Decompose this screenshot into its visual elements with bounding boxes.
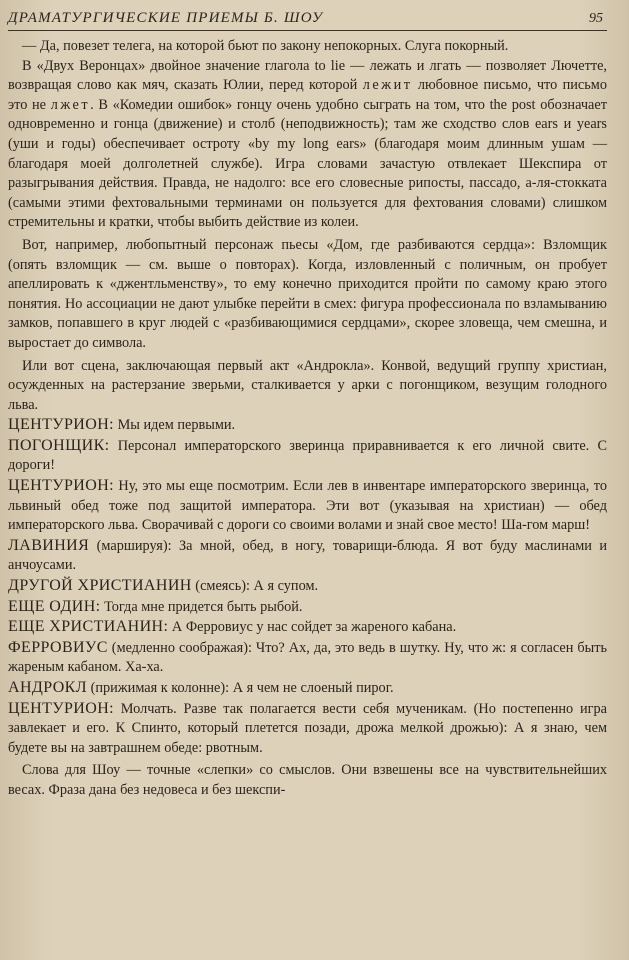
speaker-name: ЦЕНТУРИОН: (8, 477, 114, 495)
text-run: лежит (362, 77, 413, 94)
text-run: лжет (50, 96, 91, 113)
paragraph (8, 678, 607, 699)
speaker-name: ЕЩЕ ОДИН: (8, 597, 101, 615)
speaker-name: ПОГОНЩИК: (8, 436, 110, 454)
text-run: (прижимая к колонне): А я чем не слоеный пирог. (87, 680, 394, 696)
paragraph (8, 761, 607, 800)
text-run: А Ферровиус у нас сойдет за жареного кабана. (168, 619, 457, 636)
speaker-name: ЕЩЕ ХРИСТИАНИН: (8, 618, 169, 636)
paragraph (8, 436, 607, 476)
speaker-name: ЦЕНТУРИОН: (8, 416, 114, 434)
text-run: (медленно соображая): Что? Ах, да, это ведь в шутку. Ну, что ж: я согласен быть жареным кабаном. Ха-ха. (8, 639, 607, 676)
text-run: (смеясь): А я супом. (191, 578, 319, 595)
speaker-name: ДРУГОЙ ХРИСТИАНИН (8, 577, 192, 595)
text-run: Мы идем первыми. (114, 417, 236, 434)
page-number: 95 (589, 11, 603, 26)
text-run: Тогда мне придется быть рыбой. (100, 598, 303, 615)
paragraph (8, 415, 607, 436)
text-run: — Да, повезет телега, на которой бьют по закону непокорных. Слуга покорный. (22, 38, 509, 54)
running-header (8, 10, 607, 31)
text-run: Или вот сцена, заключающая первый акт «Андрокла». Конвой, ведущий группу христиан, осужденных на растерзание зверьми, сталкивается у арки с погонщиком, везущим голодного льва. (8, 357, 607, 413)
text-run: Слова для Шоу — точные «слепки» со смыслов. Они взвешены все на чувствительнейших весах. Фраза дана без недовеса и без шекспи- (8, 762, 607, 798)
text-run: В «Двух Веронцах» двойное значение глагола to lie — лежать и лгать — позволяет Лючетте, возвращая слово как мяч, сказать Юлии, перед которой (8, 57, 607, 94)
text-run: любовное письмо, что письмо это не (8, 77, 607, 113)
text-run: Персонал императорского зверинца приравнивается к его личной свите. С дороги! (8, 437, 607, 474)
speaker-name: ЛАВИНИЯ (8, 536, 90, 554)
paragraph (8, 576, 607, 597)
paragraph (8, 699, 607, 759)
text-run: Молчать. Разве так полагается вести себя мученикам. (Но постепенно игра завлекает и его. К Спинто, который плетется позади, дрожа мелкой дрожью): А я знаю, чем будете вы на завтрашнем обеде: рвотным. (8, 700, 607, 756)
text-run: Вот, например, любопытный персонаж пьесы «Дом, где разбиваются сердца»: Взломщик (опять взломщик — см. выше о повторах). Когда, изловленный с поличным, он пробует апеллировать к «джентльменству», то ему конечно приходится пройти по самому краю этого понятия. Но ассоциации не дают улыбке перейти в смех: фигура профессионала по взламыванию замков, попавшего в круг людей с «разбивающимися сердцами», скорее зловеща, чем смешна, и выростает до символа. (8, 236, 607, 351)
text-run: Ну, это мы еще посмотрим. Если лев в инвентаре императорского зверинца, то львиный обед тоже под защитой императора. Эти вот (указывая на христиан) — обед императорского льва. Сворачивай с дороги со своими волами и знай свое место! Ша-гом марш! (8, 478, 607, 534)
paragraph (8, 357, 607, 416)
text-run: . В «Комедии ошибок» гонцу очень удобно сыграть на том, что the post обозначает одновременно и гонца (движение) и столб (неподвижность); там же сходство слов ears и years (уши и годы) обеспечивает остроту «by my long ears» (благодаря моим длинным ушам — благодаря моей долголетней службе). Игра словами зачастую отвлекает Шекспира от разыгрывания действия. Правда, не надолго: все его словесные рипосты, пассадо, а-ля-стокката (самыми этими фехтовальными терминами он пользуется для фехтования словами) слишком стремительны и кратки, чтобы выбить действие из колеи. (8, 96, 607, 231)
text-run: (маршируя): За мной, обед, в ногу, товарищи-блюда. Я вот буду маслинами и анчоусами. (8, 537, 607, 574)
paragraph (8, 536, 607, 576)
paragraph (8, 37, 607, 57)
paragraph (8, 57, 607, 233)
paragraph (8, 236, 607, 354)
paragraph (8, 597, 607, 618)
body-text (8, 37, 607, 801)
paragraph (8, 476, 607, 536)
paragraph (8, 617, 607, 638)
paragraph (8, 638, 607, 678)
speaker-name: ФЕРРОВИУС (8, 638, 108, 656)
speaker-name: АНДРОКЛ (8, 679, 87, 696)
running-title: ДРАМАТУРГИЧЕСКИЕ ПРИЕМЫ Б. ШОУ (8, 10, 324, 26)
speaker-name: ЦЕНТУРИОН: (8, 699, 114, 717)
